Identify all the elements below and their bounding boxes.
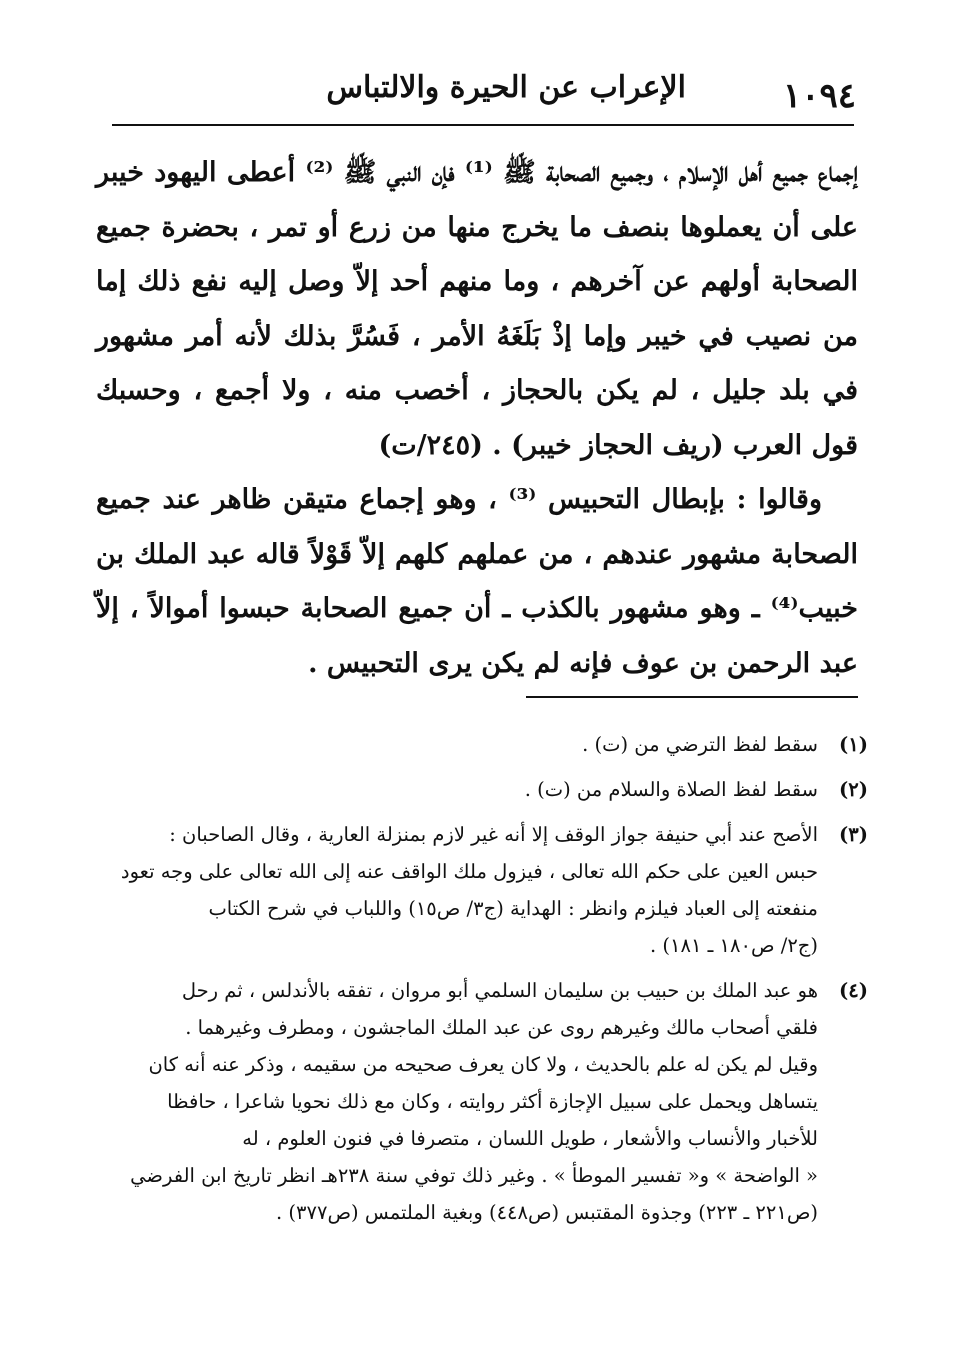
footnote-text xyxy=(96,816,818,964)
footnote-text xyxy=(96,972,818,1231)
footnote-line: (ج٢/ ص١٨٠ ـ ١٨١) . xyxy=(649,934,818,957)
footnote xyxy=(96,726,868,763)
footnote-text xyxy=(96,726,818,763)
paragraph: وقالوا : بإبطال التحبيس ⁽³⁾ ، وهو إجماع متيقن ظاهر عند جميع الصحابة مشهور عندهم ، من عملهم كلهم إلاّ قَوْلاً قاله عبد الملك بن خبيب⁽⁴⁾ ـ وهو مشهور بالكذب ـ أن جميع الصحابة حبسوا أموالاً ، إلاّ عبد الرحمن بن عوف فإنه لم يكن يرى التحبيس . xyxy=(96,484,858,679)
footnote-line: « الواضحة » و« تفسير الموطأ » . وغير ذلك توفي سنة ٢٣٨هـ انظر تاريخ ابن الفرضي xyxy=(130,1164,818,1187)
footnote-number: (١) xyxy=(839,733,868,756)
footnote-line: منفعته إلى العباد فيلزم وانظر : الهداية (ج٣/ ص١٥) واللباب في شرح الكتاب xyxy=(208,897,818,920)
footnote xyxy=(96,816,868,964)
footnote-number: (٢) xyxy=(839,778,868,801)
footnote-line: حبس العين على حكم الله تعالى ، فيزول ملك الواقف عنه إلى الله تعالى على وجه تعود xyxy=(120,860,818,883)
footnote-number: (٤) xyxy=(839,979,868,1002)
header-divider xyxy=(112,124,854,126)
footnotes xyxy=(96,726,868,1239)
page-number: ١٠٩٤ xyxy=(782,76,856,116)
page-header xyxy=(108,62,856,122)
footnote-line: يتساهل ويحمل على سبيل الإجازة أكثر روايته ، وكان مع ذلك نحويا شاعرا ، حافظا xyxy=(167,1090,818,1113)
footnote-line: للأخبار والأنساب والأشعار ، طويل اللسان ، متصرفا في فنون العلوم ، له xyxy=(242,1127,818,1150)
footnote-text xyxy=(96,771,818,808)
running-title: الإعراب عن الحيرة والالتباس xyxy=(326,70,686,105)
footnote-number: (٣) xyxy=(839,823,868,846)
footnote-line: هو عبد الملك بن حبيب بن سليمان السلمي أبو مروان ، تفقه بالأندلس ، ثم رحل xyxy=(181,979,818,1002)
footnote-divider xyxy=(526,696,858,698)
footnote-line: الأصح عند أبي حنيفة جواز الوقف إلا أنه غير لازم بمنزلة العارية ، وقال الصاحبان : xyxy=(169,823,818,846)
footnote-line: فلقي أصحاب مالك وغيرهم روى عن عبد الملك الماجشون ، ومطرف وغيرهما . xyxy=(185,1016,818,1039)
footnote-line: سقط لفظ الترضي من (ت) . xyxy=(582,733,818,756)
footnote xyxy=(96,771,868,808)
footnote xyxy=(96,972,868,1231)
paragraph: إجماع جميع أهل الإسلام ، وجميع الصحابة ﷺ ⁽¹⁾ فإن النبي ﷺ ⁽²⁾ أعطى اليهود خيبر على أن يعملوها بنصف ما يخرج منها من زرع أو تمر ، بحضرة جميع الصحابة أولهم عن آخرهم ، وما منهم أحد إلاّ وصل إليه نفع ذلك إما من نصيب في خيبر وإما إذْ بَلَغَهُ الأمر ، فَسُرَّ بذلك لأنه أمر مشهور في بلد جليل ، لم يكن بالحجاز ، أخصب منه ، ولا أجمع ، وحسبك قول العرب (ريف الحجاز خيبر) . (٢٤٥/ت) xyxy=(96,157,859,461)
footnote-line: سقط لفظ الصلاة والسلام من (ت) . xyxy=(524,778,818,801)
footnote-line: (ص٢٢١ ـ ٢٢٣) وجذوة المقتبس (ص٤٤٨) وبغية الملتمس (ص٣٧٧) . xyxy=(276,1201,818,1224)
main-text xyxy=(96,146,858,691)
footnote-line: وقيل لم يكن له علم بالحديث ، ولا كان يعرف صحيحه من سقيمه ، وذكر عنه أنه كان xyxy=(148,1053,818,1076)
